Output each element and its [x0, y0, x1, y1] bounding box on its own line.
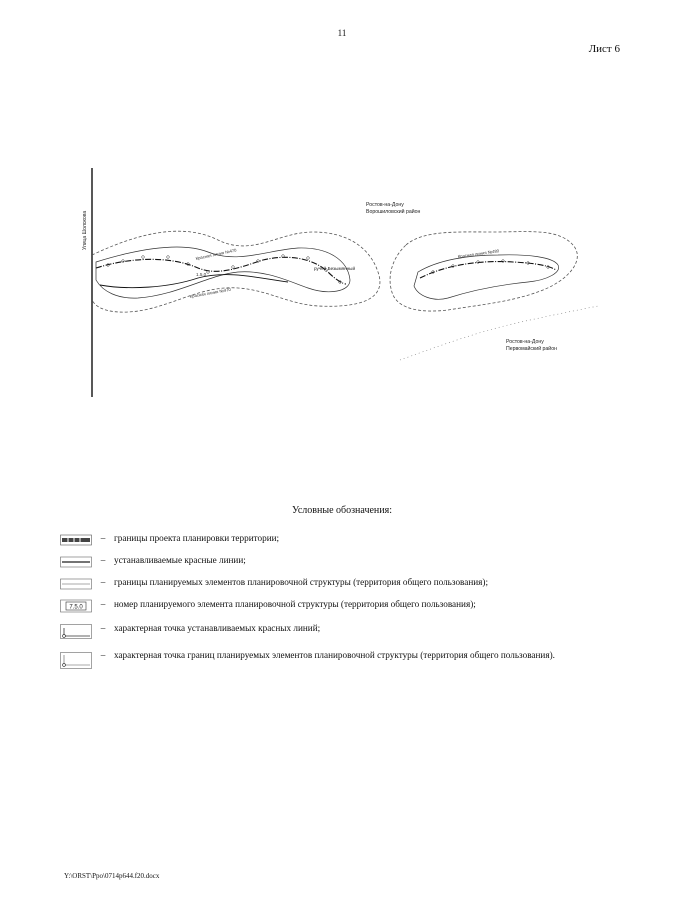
red-line-a-label: Красная линия №470: [195, 247, 237, 261]
red-line-right: [420, 262, 556, 278]
legend-dash: –: [100, 533, 106, 543]
legend-dash: –: [100, 555, 106, 565]
legend-text: устанавливаемые красные линии;: [114, 555, 246, 565]
street-label: Улица Шолохова: [82, 210, 88, 250]
red-line-symbol: [60, 555, 92, 569]
legend-title: Условные обозначения:: [291, 505, 392, 516]
legend-text: границы проекта планировки территории;: [114, 533, 280, 543]
red-line-b-label: Красная линия №470: [189, 286, 232, 299]
legend-text: номер планируемого элемента планировочной структуры (территория общего пользования);: [114, 599, 476, 609]
stream-label: ручей Безымянный: [314, 266, 356, 271]
element-point-symbol: [60, 650, 92, 668]
planning-map: [82, 160, 600, 405]
legend-dash: –: [100, 650, 106, 660]
project-boundary-right: [390, 232, 577, 311]
legend-text: характерная точка границ планируемых элементов планировочной структуры (территория общего пользования).: [114, 650, 555, 660]
district-divider: [400, 306, 598, 360]
project-boundary-symbol: [60, 533, 92, 547]
district-2-label: Первомайский район: [506, 346, 557, 352]
element-boundary-symbol: [60, 577, 92, 591]
element-number-symbol: [60, 599, 92, 613]
place-2-label: Ростов-на-Дону: [506, 339, 544, 345]
legend-text: характерная точка устанавливаемых красных линий;: [114, 623, 321, 633]
red-line-c-label: Красная линия №480: [457, 248, 500, 259]
legend-dash: –: [100, 623, 106, 633]
project-boundary-left: [92, 231, 380, 312]
district-1-label: Ворошиловский район: [366, 209, 421, 215]
legend-text: границы планируемых элементов планировочной структуры (территория общего пользования);: [114, 577, 489, 587]
legend-row-element-point: [60, 650, 569, 668]
sheet-label: Лист 6: [588, 43, 620, 55]
legend-row-element-boundaries: [60, 577, 569, 591]
legend-row-element-number: [60, 599, 569, 613]
legend-row-red-lines: [60, 555, 569, 569]
red-line-left: [96, 257, 346, 284]
place-1-label: Ростов-на-Дону: [366, 202, 404, 208]
element-number-symbol-text: 7.5.0: [69, 604, 83, 611]
element-number-label: 1.5.0: [196, 272, 207, 277]
red-line-point-symbol: [60, 623, 92, 639]
file-path-footer: Y:\ORST\Ppo\0714p644.f20.docx: [64, 872, 160, 880]
legend-row-red-line-point: [60, 623, 569, 639]
red-line-left-2: [100, 275, 288, 288]
legend-row-project-boundary: [60, 533, 569, 547]
page-number: 11: [337, 28, 347, 38]
legend-dash: –: [100, 577, 106, 587]
legend-dash: –: [100, 599, 106, 609]
